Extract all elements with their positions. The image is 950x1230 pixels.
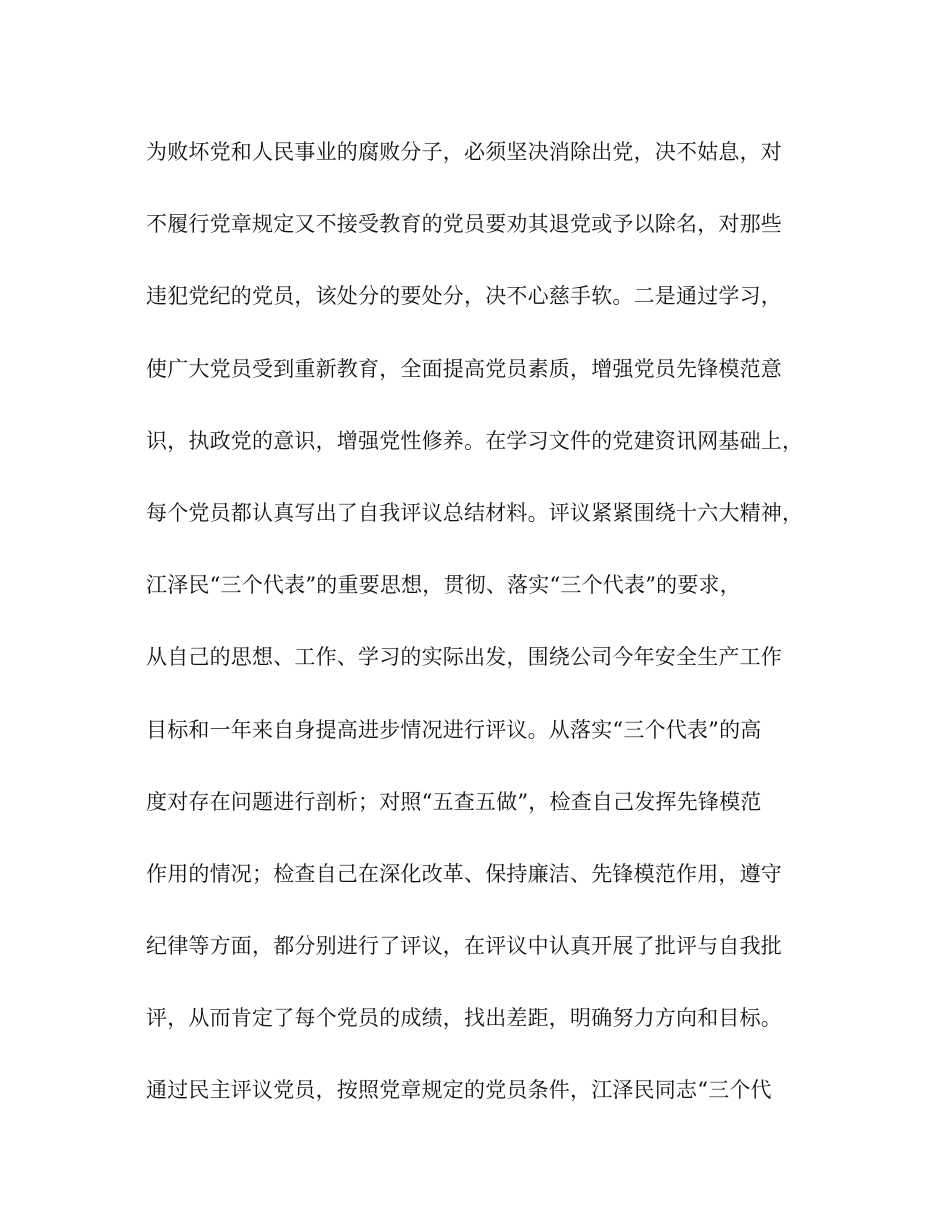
- text-line: 违犯党纪的党员，该处分的要处分，决不心慈手软。二是通过学习，: [146, 284, 782, 309]
- text-line: 通过民主评议党员，按照党章规定的党员条件，江泽民同志“三个代: [146, 1078, 772, 1103]
- text-line: 目标和一年来自身提高进步情况进行评议。从落实“三个代表”的高: [146, 717, 762, 742]
- text-line: 从自己的思想、工作、学习的实际出发，围绕公司今年安全生产工作: [146, 645, 782, 670]
- text-line: 识，执政党的意识，增强党性修养。在学习文件的党建资讯网基础上，: [146, 428, 804, 453]
- text-line: 作用的情况；检查自己在深化改革、保持廉洁、先锋模范作用，遵守: [146, 861, 782, 886]
- text-line: 纪律等方面，都分别进行了评议，在评议中认真开展了批评与自我批: [146, 934, 782, 959]
- document-body: [146, 128, 816, 1139]
- text-line: 度对存在问题进行剖析；对照“五查五做”，检查自己发挥先锋模范: [146, 789, 762, 814]
- text-line: 不履行党章规定又不接受教育的党员要劝其退党或予以除名，对那些: [146, 212, 782, 237]
- text-line: 评，从而肯定了每个党员的成绩，找出差距，明确努力方向和目标。: [146, 1006, 782, 1031]
- text-line: 使广大党员受到重新教育，全面提高党员素质，增强党员先锋模范意: [146, 356, 782, 381]
- text-line: 江泽民“三个代表”的重要思想，贯彻、落实“三个代表”的要求，: [146, 573, 741, 598]
- text-line: 每个党员都认真写出了自我评议总结材料。评议紧紧围绕十六大精神，: [146, 500, 804, 525]
- text-line: 为败坏党和人民事业的腐败分子，必须坚决消除出党，决不姑息，对: [146, 140, 782, 164]
